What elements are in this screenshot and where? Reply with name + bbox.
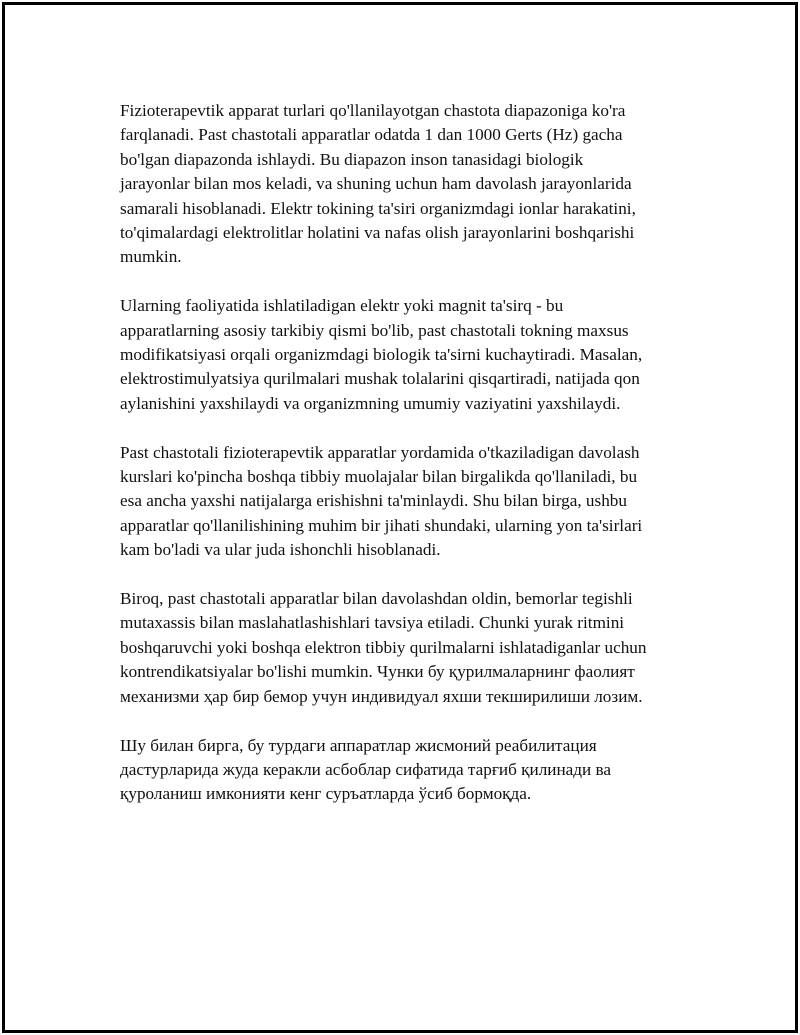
paragraph-line: Шу билан бирга, бу турдаги аппаратлар жисмоний реабилитация [120, 735, 597, 755]
paragraph-line: modifikatsiyasi orqali organizmdagi biologik ta'sirni kuchaytiradi. Masalan, [120, 345, 643, 365]
paragraph-4 [120, 587, 695, 709]
paragraph-line: apparatlar qo'llanilishining muhim bir jihati shundaki, ularning yon ta'sirlari [120, 515, 643, 535]
paragraph-line: jarayonlar bilan mos keladi, va shuning uchun ham davolash jarayonlarida [120, 174, 632, 194]
paragraph-line: samarali hisoblanadi. Elektr tokining ta'siri organizmdagi ionlar harakatini, [120, 198, 636, 218]
paragraph-line: kam bo'ladi va ular juda ishonchli hisoblanadi. [120, 540, 441, 560]
paragraph-line: қуроланиш имконияти кенг суръатларда ўсиб бормоқда. [120, 784, 532, 804]
paragraph-line: to'qimalardagi elektrolitlar holatini va nafas olish jarayonlarini boshqarishi [120, 223, 635, 243]
document-body [120, 99, 695, 831]
document-page [2, 2, 798, 1033]
paragraph-1 [120, 99, 695, 270]
paragraph-line: Ularning faoliyatida ishlatiladigan elektr yoki magnit ta'sirq - bu [120, 296, 564, 316]
paragraph-line: boshqaruvchi yoki boshqa elektron tibbiy qurilmalarni ishlatadiganlar uchun [120, 637, 647, 657]
paragraph-line: kurslari ko'pincha boshqa tibbiy muolajalar bilan birgalikda qo'llaniladi, bu [120, 467, 638, 487]
paragraph-line: mutaxassis bilan maslahatlashishlari tavsiya etiladi. Chunki yurak ritmini [120, 613, 625, 633]
paragraph-2 [120, 294, 695, 416]
paragraph-line: apparatlarning asosiy tarkibiy qismi bo'lib, past chastotali tokning maxsus [120, 320, 629, 340]
paragraph-line: механизми ҳар бир бемор учун индивидуал яхши текширилиши лозим. [120, 686, 643, 706]
paragraph-line: kontrendikatsiyalar bo'lishi mumkin. Чунки бу қурилмаларнинг фаолият [120, 662, 635, 682]
paragraph-line: elektrostimulyatsiya qurilmalari mushak tolalarini qisqartiradi, natijada qon [120, 369, 640, 389]
paragraph-line: дастурларида жуда керакли асбоблар сифатида тарғиб қилинади ва [120, 759, 612, 779]
paragraph-line: esa ancha yaxshi natijalarga erishishni ta'minlaydi. Shu bilan birga, ushbu [120, 491, 627, 511]
paragraph-line: mumkin. [120, 247, 182, 267]
paragraph-line: Biroq, past chastotali apparatlar bilan davolashdan oldin, bemorlar tegishli [120, 589, 633, 609]
paragraph-3 [120, 441, 695, 563]
paragraph-line: Past chastotali fizioterapevtik apparatlar yordamida o'tkaziladigan davolash [120, 442, 640, 462]
paragraph-5 [120, 734, 695, 807]
paragraph-line: bo'lgan diapazonda ishlaydi. Bu diapazon inson tanasidagi biologik [120, 149, 584, 169]
paragraph-line: Fizioterapevtik apparat turlari qo'llanilayotgan chastota diapazoniga ko'ra [120, 101, 626, 120]
paragraph-line: aylanishini yaxshilaydi va organizmning umumiy vaziyatini yaxshilaydi. [120, 393, 621, 413]
paragraph-line: farqlanadi. Past chastotali apparatlar odatda 1 dan 1000 Gerts (Hz) gacha [120, 125, 623, 145]
